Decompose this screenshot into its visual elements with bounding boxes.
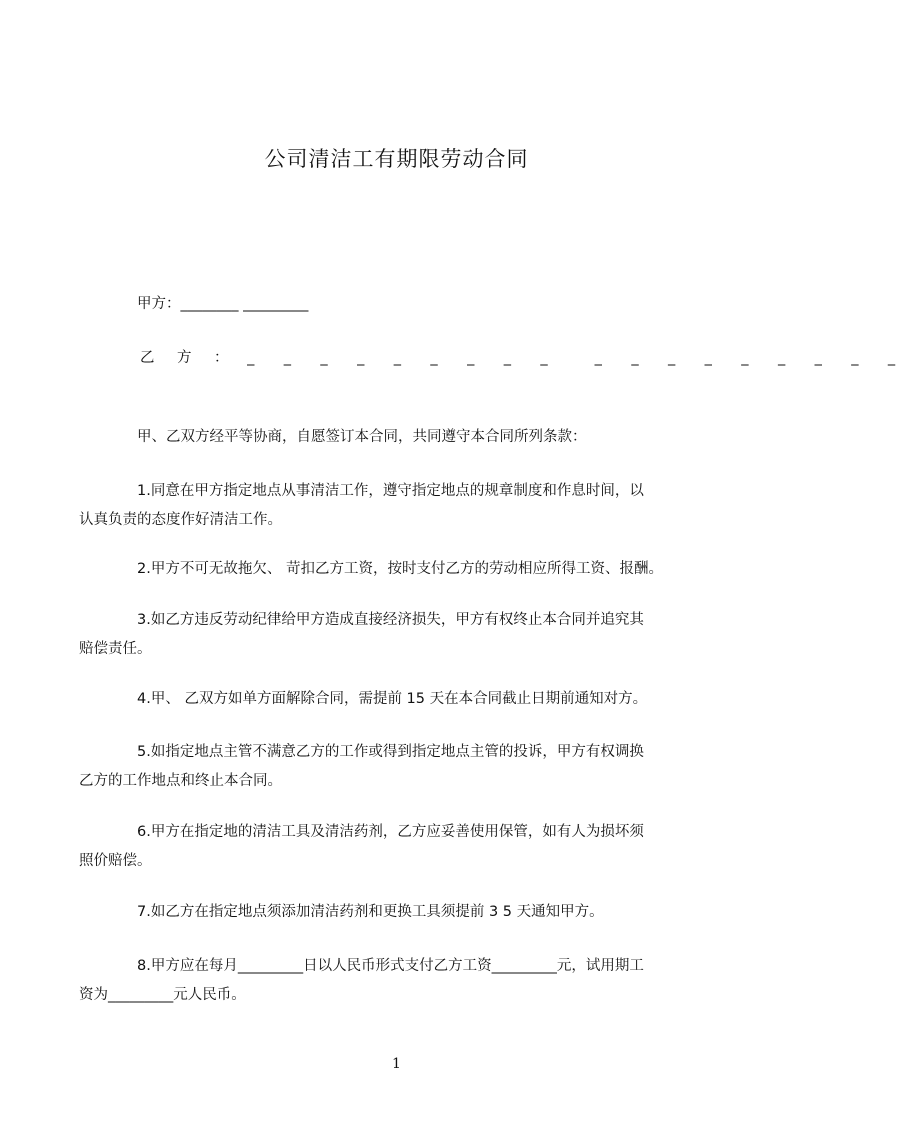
- party-b-line: [140, 346, 908, 367]
- clause-1-line-1: 1.同意在甲方指定地点从事清洁工作，遵守指定地点的规章制度和作息时间，以: [137, 483, 644, 499]
- clause-7-line-1: 7.如乙方在指定地点须添加清洁药剂和更换工具须提前 3 5 天通知甲方。: [137, 904, 604, 920]
- clause-5-line-1: 5.如指定地点主管不满意乙方的工作或得到指定地点主管的投诉，甲方有权调换: [137, 744, 644, 760]
- clause-3: [79, 606, 719, 664]
- clause-8-line-1: 8.甲方应在每月_________日以人民币形式支付乙方工资_________元，试用期工: [137, 958, 644, 974]
- clause-4-line-1: 4.甲、 乙双方如单方面解除合同，需提前 15 天在本合同截止日期前通知对方。: [137, 691, 648, 707]
- clause-6-line-2: 照价赔偿。: [79, 853, 152, 869]
- clause-6: [79, 818, 719, 876]
- clause-3-line-2: 赔偿责任。: [79, 641, 152, 657]
- clause-2-line-1: 2.甲方不可无故拖欠、 苛扣乙方工资，按时支付乙方的劳动相应所得工资、报酬。: [137, 561, 663, 577]
- intro-text: 甲、乙双方经平等协商，自愿签订本合同，共同遵守本合同所列条款：: [137, 429, 587, 445]
- document-title: 公司清洁工有期限劳动合同: [264, 147, 529, 171]
- party-b-dashes-1: _ _ _ _ _ _ _ _ _: [247, 350, 561, 366]
- clause-1: [79, 477, 719, 535]
- party-b-dashes-2: _ _ _ _ _ _ _ _ _: [594, 350, 908, 366]
- clause-5-line-2: 乙方的工作地点和终止本合同。: [79, 773, 282, 789]
- clause-4: [79, 685, 719, 714]
- clause-5: [79, 738, 719, 796]
- clause-1-line-2: 认真负责的态度作好清洁工作。: [79, 512, 282, 528]
- page-number: 1: [392, 1056, 401, 1072]
- party-b-label: 乙 方 ：: [140, 350, 233, 366]
- clause-2: [79, 555, 729, 584]
- clause-8-line-2: 资为_________元人民币。: [79, 987, 246, 1003]
- party-a-label: 甲方：: [137, 296, 181, 312]
- party-a-blank-2: _________: [243, 296, 309, 312]
- clause-8: [79, 952, 719, 1010]
- party-a-line: [137, 292, 308, 313]
- party-a-blank-1: ________: [180, 296, 239, 312]
- clause-6-line-1: 6.甲方在指定地的清洁工具及清洁药剂，乙方应妥善使用保管，如有人为损坏须: [137, 824, 644, 840]
- clause-3-line-1: 3.如乙方违反劳动纪律给甲方造成直接经济损失，甲方有权终止本合同并追究其: [137, 612, 644, 628]
- clause-7: [79, 898, 719, 927]
